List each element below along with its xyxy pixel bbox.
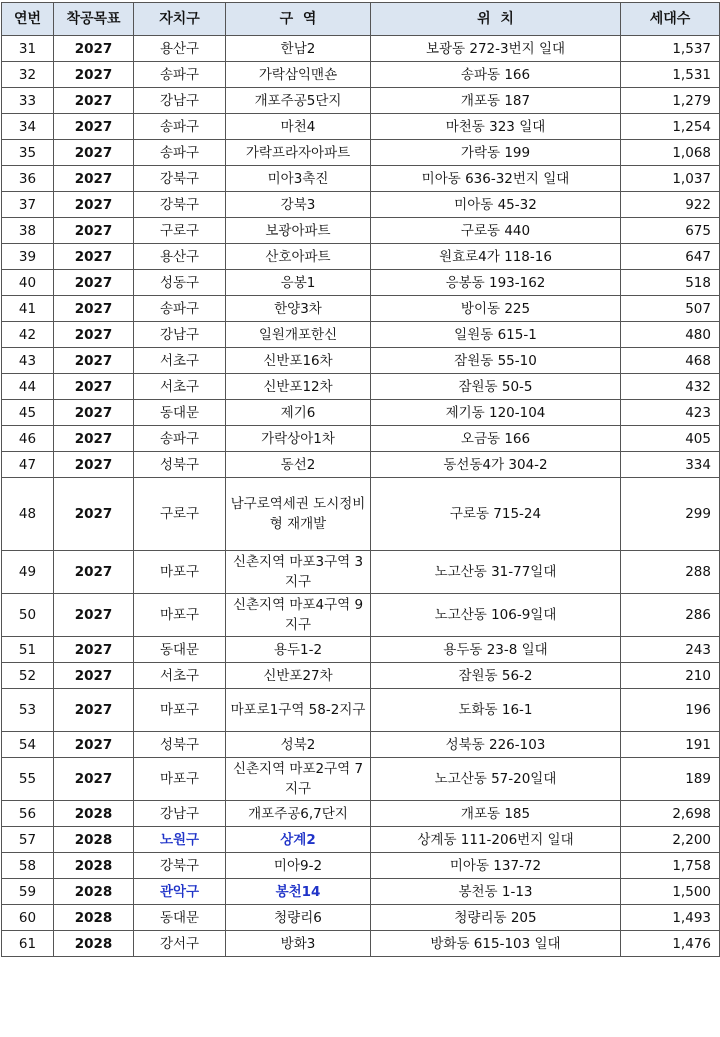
cell-location: 미아동 636-32번지 일대	[371, 166, 621, 192]
cell-district: 강북구	[134, 192, 226, 218]
cell-year: 2027	[54, 758, 134, 801]
cell-no: 35	[2, 140, 54, 166]
table-row	[2, 114, 720, 140]
cell-zone: 강북3	[226, 192, 371, 218]
cell-district: 서초구	[134, 663, 226, 689]
table-row	[2, 88, 720, 114]
table-row	[2, 244, 720, 270]
table-row	[2, 879, 720, 905]
cell-year: 2027	[54, 594, 134, 637]
table-row	[2, 218, 720, 244]
cell-district: 강북구	[134, 166, 226, 192]
cell-no: 36	[2, 166, 54, 192]
header-units: 세대수	[621, 3, 720, 36]
cell-district: 동대문	[134, 637, 226, 663]
cell-year: 2027	[54, 218, 134, 244]
cell-zone: 응봉1	[226, 270, 371, 296]
cell-no: 54	[2, 732, 54, 758]
cell-district: 송파구	[134, 62, 226, 88]
cell-units: 922	[621, 192, 720, 218]
cell-district: 송파구	[134, 140, 226, 166]
cell-location: 봉천동 1-13	[371, 879, 621, 905]
cell-zone: 상계2	[226, 827, 371, 853]
cell-year: 2027	[54, 166, 134, 192]
table-row	[2, 322, 720, 348]
cell-units: 1,254	[621, 114, 720, 140]
cell-units: 468	[621, 348, 720, 374]
cell-no: 49	[2, 551, 54, 594]
cell-year: 2027	[54, 36, 134, 62]
cell-zone: 가락삼익맨숀	[226, 62, 371, 88]
cell-district: 강서구	[134, 931, 226, 957]
cell-units: 1,500	[621, 879, 720, 905]
cell-year: 2027	[54, 88, 134, 114]
cell-zone: 청량리6	[226, 905, 371, 931]
cell-no: 42	[2, 322, 54, 348]
cell-no: 50	[2, 594, 54, 637]
cell-units: 423	[621, 400, 720, 426]
cell-location: 원효로4가 118-16	[371, 244, 621, 270]
cell-district: 성북구	[134, 452, 226, 478]
cell-zone: 마포로1구역 58-2지구	[226, 689, 371, 732]
cell-location: 용두동 23-8 일대	[371, 637, 621, 663]
table-row	[2, 551, 720, 594]
table-row	[2, 758, 720, 801]
cell-location: 오금동 166	[371, 426, 621, 452]
cell-district: 송파구	[134, 114, 226, 140]
table-row	[2, 853, 720, 879]
header-year: 착공목표	[54, 3, 134, 36]
cell-zone: 신반포27차	[226, 663, 371, 689]
cell-zone: 한남2	[226, 36, 371, 62]
cell-year: 2027	[54, 637, 134, 663]
table-row	[2, 594, 720, 637]
cell-location: 구로동 715-24	[371, 478, 621, 551]
cell-units: 1,537	[621, 36, 720, 62]
cell-no: 61	[2, 931, 54, 957]
cell-year: 2027	[54, 400, 134, 426]
table-row	[2, 36, 720, 62]
cell-units: 286	[621, 594, 720, 637]
table-row	[2, 400, 720, 426]
cell-year: 2028	[54, 879, 134, 905]
cell-year: 2027	[54, 62, 134, 88]
table-row	[2, 905, 720, 931]
header-zone: 구 역	[226, 3, 371, 36]
cell-no: 44	[2, 374, 54, 400]
cell-location: 노고산동 106-9일대	[371, 594, 621, 637]
cell-zone: 남구로역세권 도시정비형 재개발	[226, 478, 371, 551]
cell-no: 40	[2, 270, 54, 296]
table-row	[2, 478, 720, 551]
cell-district: 관악구	[134, 879, 226, 905]
table-row	[2, 374, 720, 400]
cell-zone: 성북2	[226, 732, 371, 758]
cell-no: 31	[2, 36, 54, 62]
cell-district: 성북구	[134, 732, 226, 758]
cell-location: 개포동 187	[371, 88, 621, 114]
cell-district: 송파구	[134, 296, 226, 322]
cell-location: 미아동 45-32	[371, 192, 621, 218]
table-row	[2, 426, 720, 452]
cell-year: 2028	[54, 853, 134, 879]
cell-location: 제기동 120-104	[371, 400, 621, 426]
cell-district: 동대문	[134, 400, 226, 426]
cell-location: 성북동 226-103	[371, 732, 621, 758]
table-row	[2, 689, 720, 732]
cell-year: 2028	[54, 931, 134, 957]
table-row	[2, 62, 720, 88]
cell-year: 2027	[54, 192, 134, 218]
cell-no: 41	[2, 296, 54, 322]
cell-zone: 가락상아1차	[226, 426, 371, 452]
table-body	[2, 36, 720, 957]
header-district: 자치구	[134, 3, 226, 36]
cell-location: 마천동 323 일대	[371, 114, 621, 140]
cell-units: 647	[621, 244, 720, 270]
cell-district: 성동구	[134, 270, 226, 296]
cell-no: 45	[2, 400, 54, 426]
cell-units: 1,279	[621, 88, 720, 114]
cell-units: 191	[621, 732, 720, 758]
cell-units: 196	[621, 689, 720, 732]
table-row	[2, 452, 720, 478]
cell-units: 1,476	[621, 931, 720, 957]
cell-units: 1,531	[621, 62, 720, 88]
cell-year: 2028	[54, 801, 134, 827]
cell-zone: 마천4	[226, 114, 371, 140]
cell-district: 구로구	[134, 478, 226, 551]
cell-zone: 신촌지역 마포2구역 7지구	[226, 758, 371, 801]
table-row	[2, 801, 720, 827]
cell-district: 서초구	[134, 348, 226, 374]
cell-no: 48	[2, 478, 54, 551]
cell-year: 2027	[54, 140, 134, 166]
cell-no: 57	[2, 827, 54, 853]
cell-zone: 일원개포한신	[226, 322, 371, 348]
cell-district: 마포구	[134, 551, 226, 594]
cell-units: 480	[621, 322, 720, 348]
cell-no: 56	[2, 801, 54, 827]
table-row	[2, 348, 720, 374]
cell-zone: 한양3차	[226, 296, 371, 322]
cell-no: 33	[2, 88, 54, 114]
cell-units: 507	[621, 296, 720, 322]
header-no: 연번	[2, 3, 54, 36]
cell-units: 2,200	[621, 827, 720, 853]
table-row	[2, 192, 720, 218]
cell-location: 송파동 166	[371, 62, 621, 88]
cell-no: 60	[2, 905, 54, 931]
cell-year: 2027	[54, 270, 134, 296]
cell-year: 2027	[54, 374, 134, 400]
cell-zone: 산호아파트	[226, 244, 371, 270]
table-row	[2, 732, 720, 758]
cell-zone: 개포주공6,7단지	[226, 801, 371, 827]
cell-location: 노고산동 31-77일대	[371, 551, 621, 594]
cell-no: 38	[2, 218, 54, 244]
table-row	[2, 140, 720, 166]
cell-no: 37	[2, 192, 54, 218]
cell-no: 43	[2, 348, 54, 374]
cell-location: 상계동 111-206번지 일대	[371, 827, 621, 853]
cell-district: 용산구	[134, 244, 226, 270]
header-location: 위 치	[371, 3, 621, 36]
cell-year: 2027	[54, 732, 134, 758]
cell-district: 마포구	[134, 689, 226, 732]
cell-no: 46	[2, 426, 54, 452]
cell-zone: 신촌지역 마포4구역 9지구	[226, 594, 371, 637]
cell-location: 도화동 16-1	[371, 689, 621, 732]
cell-units: 189	[621, 758, 720, 801]
cell-units: 2,698	[621, 801, 720, 827]
cell-units: 675	[621, 218, 720, 244]
cell-location: 구로동 440	[371, 218, 621, 244]
cell-year: 2027	[54, 244, 134, 270]
cell-location: 응봉동 193-162	[371, 270, 621, 296]
cell-location: 동선동4가 304-2	[371, 452, 621, 478]
cell-units: 518	[621, 270, 720, 296]
cell-units: 243	[621, 637, 720, 663]
cell-location: 방화동 615-103 일대	[371, 931, 621, 957]
cell-location: 개포동 185	[371, 801, 621, 827]
cell-location: 보광동 272-3번지 일대	[371, 36, 621, 62]
cell-district: 동대문	[134, 905, 226, 931]
cell-location: 가락동 199	[371, 140, 621, 166]
cell-no: 39	[2, 244, 54, 270]
cell-district: 강남구	[134, 88, 226, 114]
cell-district: 구로구	[134, 218, 226, 244]
cell-zone: 용두1-2	[226, 637, 371, 663]
cell-no: 51	[2, 637, 54, 663]
cell-location: 청량리동 205	[371, 905, 621, 931]
cell-location: 잠원동 50-5	[371, 374, 621, 400]
cell-zone: 신촌지역 마포3구역 3지구	[226, 551, 371, 594]
cell-year: 2027	[54, 663, 134, 689]
cell-zone: 봉천14	[226, 879, 371, 905]
table-row	[2, 827, 720, 853]
cell-zone: 방화3	[226, 931, 371, 957]
cell-units: 334	[621, 452, 720, 478]
cell-zone: 가락프라자아파트	[226, 140, 371, 166]
cell-no: 32	[2, 62, 54, 88]
cell-no: 53	[2, 689, 54, 732]
cell-no: 59	[2, 879, 54, 905]
cell-district: 강남구	[134, 801, 226, 827]
cell-zone: 동선2	[226, 452, 371, 478]
cell-district: 마포구	[134, 594, 226, 637]
cell-year: 2028	[54, 827, 134, 853]
cell-units: 432	[621, 374, 720, 400]
cell-district: 노원구	[134, 827, 226, 853]
cell-zone: 보광아파트	[226, 218, 371, 244]
cell-units: 299	[621, 478, 720, 551]
redevelopment-table	[1, 2, 720, 957]
cell-zone: 개포주공5단지	[226, 88, 371, 114]
cell-year: 2028	[54, 905, 134, 931]
cell-units: 1,068	[621, 140, 720, 166]
cell-location: 방이동 225	[371, 296, 621, 322]
cell-units: 405	[621, 426, 720, 452]
cell-units: 288	[621, 551, 720, 594]
cell-year: 2027	[54, 114, 134, 140]
cell-zone: 신반포16차	[226, 348, 371, 374]
cell-no: 52	[2, 663, 54, 689]
cell-district: 송파구	[134, 426, 226, 452]
cell-no: 55	[2, 758, 54, 801]
cell-location: 잠원동 55-10	[371, 348, 621, 374]
cell-no: 47	[2, 452, 54, 478]
header-row	[2, 3, 720, 36]
cell-no: 34	[2, 114, 54, 140]
cell-year: 2027	[54, 296, 134, 322]
cell-zone: 제기6	[226, 400, 371, 426]
cell-district: 용산구	[134, 36, 226, 62]
cell-year: 2027	[54, 689, 134, 732]
cell-district: 강북구	[134, 853, 226, 879]
cell-year: 2027	[54, 452, 134, 478]
cell-location: 미아동 137-72	[371, 853, 621, 879]
cell-year: 2027	[54, 551, 134, 594]
table-row	[2, 931, 720, 957]
cell-units: 1,037	[621, 166, 720, 192]
table-row	[2, 637, 720, 663]
cell-no: 58	[2, 853, 54, 879]
cell-units: 1,758	[621, 853, 720, 879]
cell-district: 강남구	[134, 322, 226, 348]
cell-year: 2027	[54, 322, 134, 348]
table-row	[2, 166, 720, 192]
table-row	[2, 663, 720, 689]
table-row	[2, 270, 720, 296]
cell-zone: 미아3촉진	[226, 166, 371, 192]
cell-year: 2027	[54, 348, 134, 374]
cell-units: 210	[621, 663, 720, 689]
cell-location: 노고산동 57-20일대	[371, 758, 621, 801]
cell-location: 일원동 615-1	[371, 322, 621, 348]
cell-zone: 미아9-2	[226, 853, 371, 879]
cell-location: 잠원동 56-2	[371, 663, 621, 689]
cell-units: 1,493	[621, 905, 720, 931]
cell-year: 2027	[54, 426, 134, 452]
cell-district: 서초구	[134, 374, 226, 400]
cell-zone: 신반포12차	[226, 374, 371, 400]
table-row	[2, 296, 720, 322]
cell-district: 마포구	[134, 758, 226, 801]
cell-year: 2027	[54, 478, 134, 551]
